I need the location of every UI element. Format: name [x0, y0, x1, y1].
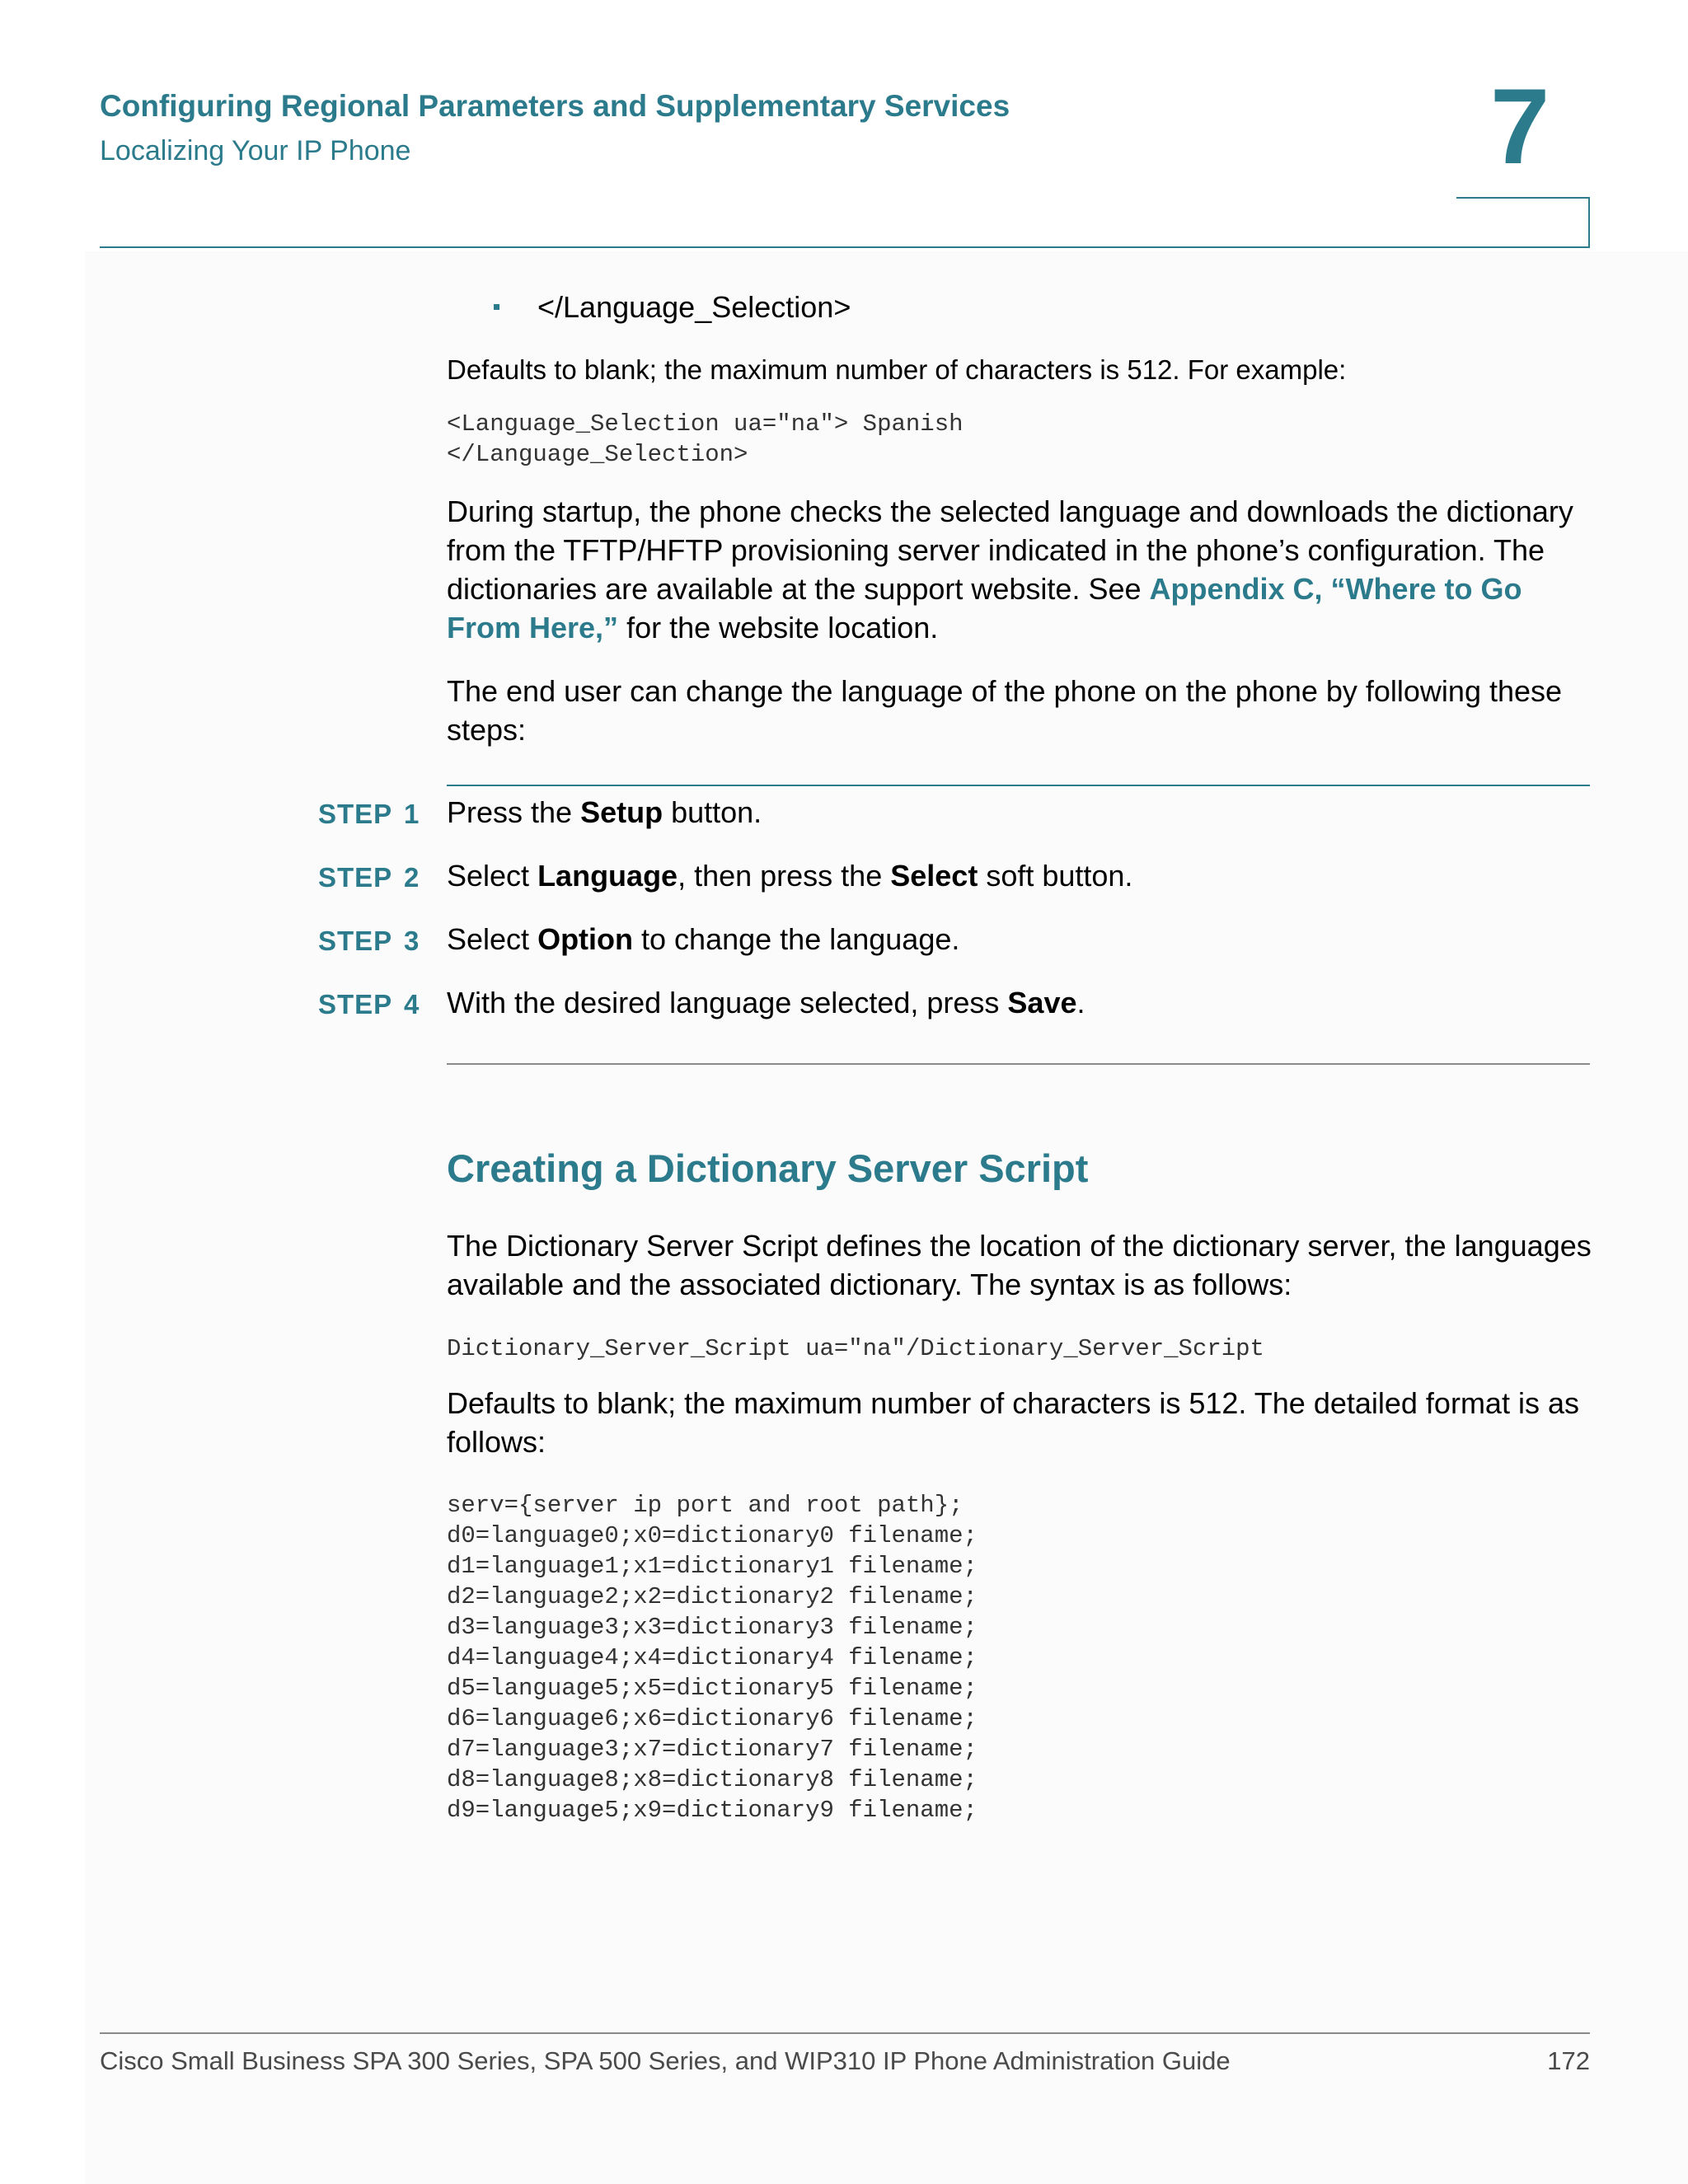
- step-text: With the desired language selected, press Save.: [447, 986, 1085, 1019]
- step-number: 1: [404, 799, 420, 829]
- language-selection-code: <Language_Selection ua="na"> Spanish </Language_Selection>: [447, 410, 964, 468]
- startup-paragraph: [447, 492, 1592, 647]
- defaults-paragraph: Defaults to blank; the maximum number of characters is 512. For example:: [447, 354, 1347, 385]
- step-number: 4: [404, 989, 420, 1019]
- chapter-title: Configuring Regional Parameters and Supplementary Services: [100, 89, 1010, 123]
- steps-divider-bottom: [447, 1063, 1590, 1065]
- footer-guide-title: Cisco Small Business SPA 300 Series, SPA 500 Series, and WIP310 IP Phone Administration Guide: [100, 2046, 1231, 2075]
- startup-text-part1: During startup, the phone checks the selected language and downloads the dictionary from the TFTP/HFTP provisioning server indicated in the phone’s configuration. The dictionaries are available at the support website. See: [447, 494, 1573, 606]
- step-label: STEP: [318, 799, 393, 829]
- step-number: 2: [404, 862, 420, 893]
- step-text: Select Option to change the language.: [447, 922, 960, 956]
- footer-divider: [100, 2032, 1590, 2034]
- step-text: Press the Setup button.: [447, 795, 762, 829]
- step-label: STEP: [318, 862, 393, 893]
- step-label: STEP: [318, 989, 393, 1019]
- step-text: Select Language, then press the Select soft button.: [447, 859, 1133, 893]
- end-user-paragraph: The end user can change the language of the phone on the phone by following these steps:: [447, 674, 1563, 747]
- dictionary-format-code: serv={server ip port and root path}; d0=language0;x0=dictionary0 filename; d1=language1;x1=dictionary1 filename; d2=language2;x2=dictionary2 filename; d3=language3;x3=dictionary3 filename; d4=language4;x4=dictionary4 filename; d5=language5;x5=dictionary5 filename; d6=language6;x6=dictionary6 filename; d7=language3;x7=dictionary7 filename; d8=language8;x8=dictionary8 filename; d9=language5;x9=dictionary9 filename;: [447, 1492, 978, 1824]
- bullet-text: </Language_Selection>: [537, 290, 851, 324]
- chapter-number-frame: [1456, 197, 1590, 248]
- step-number: 3: [404, 926, 420, 956]
- section-heading: Creating a Dictionary Server Script: [447, 1146, 1089, 1190]
- chapter-number: 7: [1490, 66, 1550, 186]
- startup-text-part2: for the website location.: [618, 611, 939, 644]
- steps-divider-top: [447, 785, 1590, 786]
- dictionary-syntax-code: Dictionary_Server_Script ua="na"/Dictionary_Server_Script: [447, 1335, 1264, 1362]
- section-intro-paragraph: The Dictionary Server Script defines the location of the dictionary server, the languages available and the associated dictionary. The syntax is as follows:: [447, 1229, 1592, 1301]
- step-label: STEP: [318, 926, 393, 956]
- bullet-marker-icon: [494, 304, 499, 310]
- header-divider: [100, 246, 1590, 248]
- defaults-format-paragraph: Defaults to blank; the maximum number of characters is 512. The detailed format is as follows:: [447, 1386, 1579, 1459]
- footer-page-number: 172: [1547, 2046, 1590, 2075]
- appendix-c-link[interactable]: Appendix C, “Where to Go From Here,”: [447, 572, 1522, 644]
- chapter-subtitle: Localizing Your IP Phone: [100, 135, 411, 166]
